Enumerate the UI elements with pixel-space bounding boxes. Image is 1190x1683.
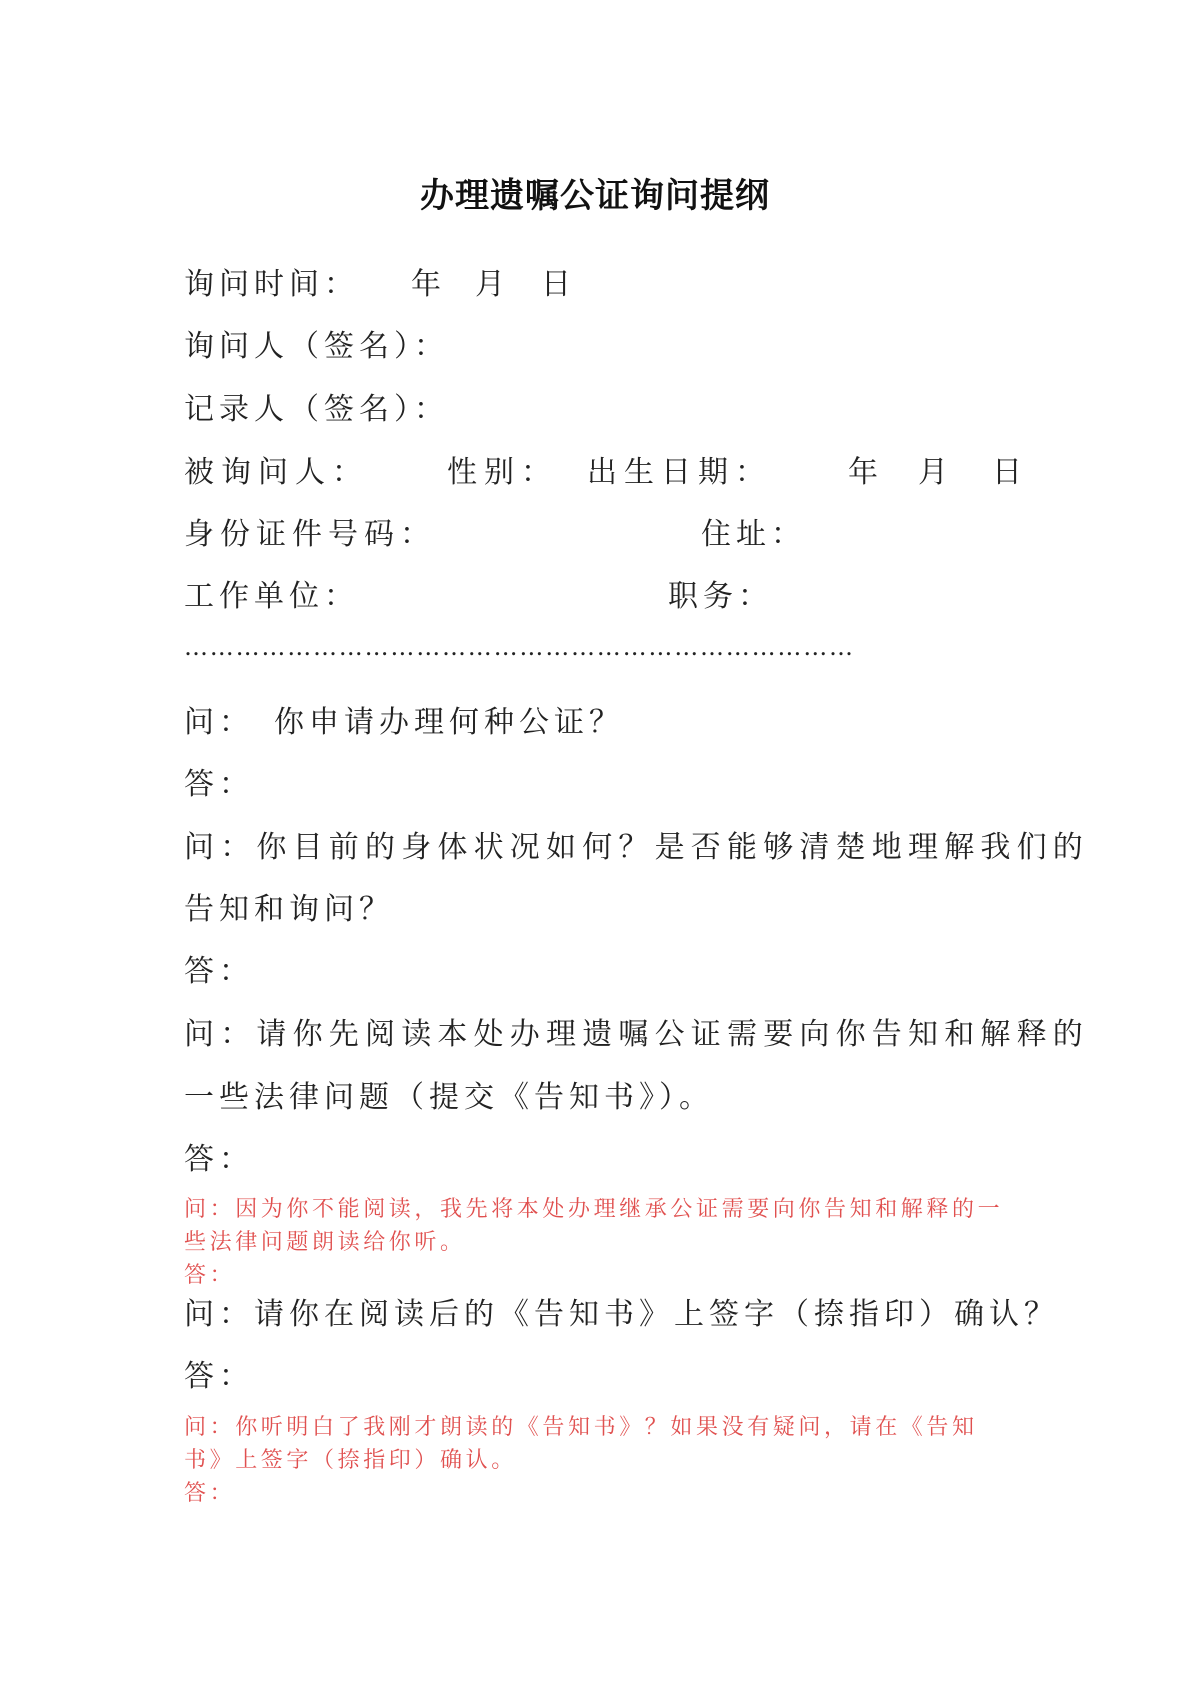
inquiry-month: 月 bbox=[475, 267, 510, 302]
answer-4: 答： bbox=[184, 1359, 254, 1394]
question-2-line-1: 问：你目前的身体状况如何？是否能够清楚地理解我们的 bbox=[184, 830, 1089, 865]
interviewee-label: 被询问人： bbox=[184, 455, 369, 490]
work-unit-label: 工作单位： bbox=[184, 579, 359, 614]
birth-day: 日 bbox=[992, 455, 1027, 490]
inquiry-year: 年 bbox=[411, 267, 446, 302]
question-2-line-2: 告知和询问？ bbox=[184, 892, 394, 927]
question-1: 问： 你申请办理何种公证？ bbox=[184, 705, 624, 740]
document-title: 办理遗嘱公证询问提纲 bbox=[420, 176, 770, 216]
red-note-2-question: 问：你听明白了我刚才朗读的《告知书》？如果没有疑问，请在《告知书》上签字（捺指印）确认。 bbox=[184, 1415, 978, 1473]
question-3-line-1: 问：请你先阅读本处办理遗嘱公证需要向你告知和解释的 bbox=[184, 1017, 1089, 1052]
red-note-1-question: 问：因为你不能阅读，我先将本处办理继承公证需要向你告知和解释的一些法律问题朗读给你听。 bbox=[184, 1197, 1004, 1255]
birth-date-label: 出生日期： bbox=[587, 455, 772, 490]
answer-1: 答： bbox=[184, 767, 254, 802]
answer-3: 答： bbox=[184, 1142, 254, 1177]
red-note-2-answer: 答： bbox=[184, 1481, 236, 1506]
birth-month: 月 bbox=[918, 455, 953, 490]
red-note-1-answer: 答： bbox=[184, 1263, 236, 1288]
address-label: 住址： bbox=[701, 517, 806, 552]
answer-2: 答： bbox=[184, 954, 254, 989]
red-note-2 bbox=[184, 1411, 1014, 1510]
id-number-label: 身份证件号码： bbox=[184, 517, 436, 552]
birth-year: 年 bbox=[848, 455, 883, 490]
inquiry-time-label: 询问时间： bbox=[184, 267, 359, 302]
recorder-signature-label: 记录人（签名）： bbox=[184, 392, 449, 427]
dotted-separator: …………………………………………………………………… bbox=[184, 633, 855, 661]
question-3-line-2: 一些法律问题（提交《告知书》）。 bbox=[184, 1080, 714, 1115]
inquiry-day: 日 bbox=[541, 267, 576, 302]
job-title-label: 职务： bbox=[668, 579, 773, 614]
red-note-1 bbox=[184, 1193, 1014, 1292]
interviewer-signature-label: 询问人（签名）： bbox=[184, 329, 449, 364]
question-4: 问：请你在阅读后的《告知书》上签字（捺指印）确认？ bbox=[184, 1297, 1059, 1332]
gender-label: 性别： bbox=[447, 455, 558, 490]
